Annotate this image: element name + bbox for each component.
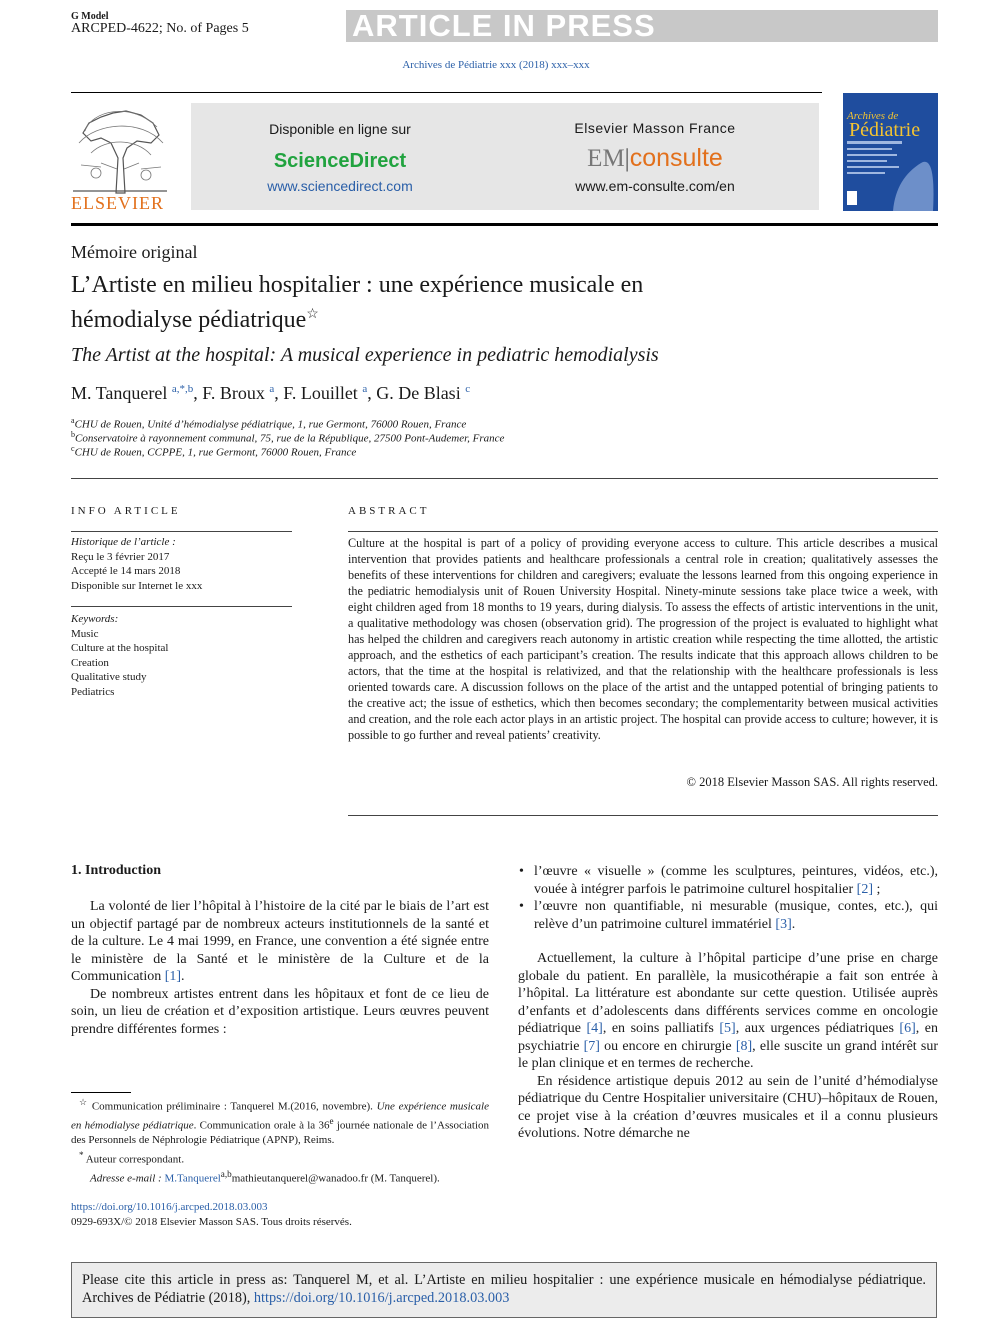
fn3-sup: a,b <box>220 1168 232 1179</box>
fn2-text: Auteur correspondant. <box>83 1153 185 1166</box>
em-consulte-logo <box>540 144 770 173</box>
affiliation-text: CHU de Rouen, CCPPE, 1, rue Germont, 76000 Rouen, France <box>74 446 357 459</box>
cover-title-small: Archives de <box>847 110 899 122</box>
affiliation-text: Conservatoire à rayonnement communal, 75, rue de la République, 27500 Pont-Audemer, France <box>75 432 505 445</box>
ref-7-link[interactable]: [7] <box>583 1038 600 1054</box>
keyword: Qualitative study <box>71 671 147 683</box>
body-paragraph: En résidence artistique depuis 2012 au sein de l’unité d’hémodialyse pédiatrique du Centre Hospitalier universitaire (CHU)–hôpitaux de Rouen, ce projet vise à la création d’œuvres musicales et il a connu plusieurs évolutions. Notre démarche ne <box>518 1073 938 1141</box>
list-item <box>518 898 938 933</box>
bullet-dot: • <box>519 864 524 879</box>
article-in-press-text: ARTICLE IN PRESS <box>352 8 656 43</box>
p3-text: , en psychiatrie <box>518 1021 938 1054</box>
abstract-text: Culture at the hospital is part of a policy of providing everyone access to culture. This article describes a musical intervention that provides patients and healthcare professionals a central role in creation; qualitatively assesses the benefits of these interventions for children and caregivers; evaluate the lessons learned from this ongoing experience in the pediatric hemodialysis unit of Rouen University Hospital. Ninety-minute sessions take place twice a week, with eight children aged from 18 months to 19 years, during dialysis. To assess the effects of artistic interventions in the unit, a qualitative methodology was chosen (observation grid). The progression of the project is evaluated to highlight what has helped the children and caregivers reach autonomy in artistic creation while respecting the time allotted, the artistic approach, and the esthetics of each participant’s creation. The results indicate that this approach allows children to be actors, that the time at the hospital is relativized, and that the relationship with the healthcare professionals is less oriented towards care. A discussion follows on the place of the artist and the untapped potential of bringing patients to the creative act; the issue of esthetics, which then becomes secondary; the complementarity between musical activities and creation, and the role each actor plays in an artistic project. The hospital can provide access to culture; however, it is possible to go further and reveal patients’ creativity. <box>348 536 938 742</box>
affiliation <box>71 430 504 445</box>
cover-title-big: Pédiatrie <box>849 119 921 141</box>
title-line-2-text: hémodialyse pédiatrique <box>71 307 307 333</box>
elsevier-wordmark: ELSEVIER <box>71 193 164 213</box>
article-ref: ARCPED-4622; No. of Pages 5 <box>71 21 249 36</box>
author-affil-sup[interactable]: c <box>465 383 471 395</box>
email-address: mathieutanquerel@wanadoo.fr (M. Tanquerel). <box>231 1172 440 1185</box>
info-rule <box>71 531 292 532</box>
article-subtitle: The Artist at the hospital: A musical experience in pediatric hemodialysis <box>71 344 659 366</box>
cite-box <box>71 1262 937 1318</box>
right-paragraphs <box>518 950 938 1143</box>
footnotes <box>71 1095 489 1186</box>
keyword: Music <box>71 627 99 640</box>
title-line-1: L’Artiste en milieu hospitalier : une expérience musicale en <box>71 272 644 298</box>
sciencedirect-logo: ScienceDirect <box>273 150 407 172</box>
g-model-label: G Model <box>71 11 109 22</box>
author-sep: , <box>193 383 203 403</box>
journal-line[interactable]: Archives de Pédiatrie xxx (2018) xxx–xxx <box>402 59 590 71</box>
keywords-label: Keywords: <box>71 613 119 625</box>
issn-line: 0929-693X/© 2018 Elsevier Masson SAS. Tous droits réservés. <box>71 1215 352 1228</box>
fn1-text-c: journée nationale de l’Association des Personnels de Néphrologie Pédiatrique (APNP), Reims. <box>71 1119 489 1147</box>
email-label: Adresse e-mail : <box>90 1172 162 1185</box>
author-list <box>71 383 470 404</box>
author-sep: , <box>274 383 284 403</box>
publisher-label: Elsevier Masson France <box>574 120 736 136</box>
ref-1-link[interactable]: [1] <box>164 969 182 984</box>
footnote-3 <box>71 1167 489 1186</box>
footnote-1 <box>71 1095 489 1148</box>
affiliation <box>71 444 356 459</box>
abstract-heading: ABSTRACT <box>348 505 430 517</box>
body-paragraph <box>518 950 938 1073</box>
affiliation-text: CHU de Rouen, Unité d’hémodialyse pédiatrique, 1, rue Germont, 76000 Rouen, France <box>74 418 467 431</box>
keyword: Culture at the hospital <box>71 642 169 654</box>
cite-text: Please cite this article in press as: Tanquerel M, et al. L’Artiste en milieu hospitalier : une expérience musicale en hémodialyse pédiatrique. Archives de Pédiatrie (2018), <box>82 1272 926 1306</box>
ref-3-link[interactable]: [3] <box>775 916 792 932</box>
body-paragraph <box>71 898 489 986</box>
ref-4-link[interactable]: [4] <box>586 1021 603 1036</box>
footnote-rule <box>71 1092 131 1093</box>
affiliation-sup: c <box>71 444 75 453</box>
header-rule <box>71 92 822 93</box>
affiliation-sup: a <box>71 416 75 425</box>
body-left-column <box>71 898 489 1038</box>
history-item: Disponible sur Internet le xxx <box>71 579 203 592</box>
author-affil-sup[interactable]: a <box>362 383 368 395</box>
history-block <box>71 535 202 593</box>
p1-text: La volonté de lier l’hôpital à l’histoire de la cité par le biais de l’art est un objectif partagé par de nombreux acteurs institutionnels de la santé et de la culture. Le 4 mai 1999, en France, une convention a été signée entre le ministère de la Santé et le ministère de la Culture et de la Communication <box>71 899 489 984</box>
body-paragraph: De nombreux artistes entrent dans les hôpitaux et font de ce lieu de soin, un lieu de création et d’exposition artistique. Leurs œuvres peuvent prendre différentes formes : <box>71 986 489 1037</box>
footnote-2 <box>71 1148 489 1167</box>
bullet-text: l’œuvre « visuelle » (comme les sculptures, peintures, vidéos, etc.), vouée à intégrer parfois le patrimoine culturel hospitalier <box>534 864 938 897</box>
em-consulte-link[interactable]: www.em-consulte.com/en <box>575 178 735 194</box>
sciencedirect-link[interactable]: www.sciencedirect.com <box>267 178 413 194</box>
keywords-block <box>71 612 168 699</box>
bullet-dot: • <box>519 899 524 914</box>
p3-text: ou encore en chirurgie <box>599 1038 736 1054</box>
author-name: M. Tanquerel <box>71 383 168 403</box>
keyword: Creation <box>71 656 109 669</box>
ref-5-link[interactable]: [5] <box>719 1021 736 1036</box>
em-consulte-logo-consulte: consulte <box>629 144 723 172</box>
introduction-heading: 1. Introduction <box>71 863 161 878</box>
author-affil-sup[interactable]: a,*,b <box>171 383 194 395</box>
abstract-copyright: © 2018 Elsevier Masson SAS. All rights reserved. <box>686 775 938 789</box>
ref-8-link[interactable]: [8] <box>735 1038 753 1054</box>
body-right-column <box>518 863 938 1143</box>
title-footnote-star[interactable]: ☆ <box>306 307 319 322</box>
ref-2-link[interactable]: [2] <box>856 881 873 897</box>
bullet-end: . <box>791 916 796 932</box>
title-line-2 <box>71 300 831 335</box>
abstract-rule <box>348 531 938 532</box>
p1-end: . <box>181 969 185 984</box>
info-top-rule <box>71 478 938 479</box>
doi-link[interactable]: https://doi.org/10.1016/j.arcped.2018.03.003 <box>71 1201 268 1213</box>
p3-text: , elle suscite un grand intérêt sur le plan clinique et en termes de recherche. <box>518 1038 939 1071</box>
article-in-press-banner <box>346 10 938 42</box>
fn1-italic: Une expérience musicale en hémodialyse pédiatrique <box>71 1100 489 1132</box>
available-online-label: Disponible en ligne sur <box>269 121 411 137</box>
bullet-text: l’œuvre non quantifiable, ni mesurable (musique, contes, etc.), qui relève d’un patrimoine culturel immatériel <box>534 899 938 932</box>
keyword: Pediatrics <box>71 685 115 698</box>
history-item: Accepté le 14 mars 2018 <box>71 565 181 577</box>
affiliation <box>71 416 466 431</box>
abstract-bottom-rule <box>348 815 938 816</box>
fn1-text-b: . Communication orale à la 36 <box>193 1119 330 1132</box>
info-rule <box>71 606 292 607</box>
fn1-star: ☆ <box>79 1097 89 1107</box>
info-article-heading: INFO ARTICLE <box>71 505 181 517</box>
history-label: Historique de l’article : <box>71 536 176 548</box>
em-consulte-logo-em: EM <box>587 145 625 172</box>
p3-text: , en soins palliatifs <box>602 1021 720 1036</box>
doi-block <box>71 1200 352 1229</box>
author-affil-sup[interactable]: a <box>269 383 275 395</box>
article-title <box>71 271 831 335</box>
author-name: F. Broux <box>202 383 265 403</box>
cite-doi-link[interactable]: https://doi.org/10.1016/j.arcped.2018.03.003 <box>253 1290 510 1306</box>
fn2-star: * <box>79 1149 84 1160</box>
history-item: Reçu le 3 février 2017 <box>71 550 170 563</box>
author-name: F. Louillet <box>283 383 358 403</box>
fn1-sup: e <box>329 1116 334 1127</box>
list-item <box>518 863 938 898</box>
fn1-text-a: Communication préliminaire : Tanquerel M.(2016, novembre). <box>88 1100 377 1113</box>
author-sep: , <box>367 383 377 403</box>
header-thick-rule <box>71 223 938 226</box>
ref-6-link[interactable]: [6] <box>899 1021 916 1036</box>
elsevier-tree-logo <box>71 103 169 195</box>
em-consulte-logo-separator: | <box>624 145 630 172</box>
p3-text: Actuellement, la culture à l’hôpital participe d’une prise en charge globale du patient. En parallèle, la musicothérapie a fait son entrée à l’hôpital. La littérature est abondante sur cette question. Utilisée auprès d’enfants et d’adolescents dans différents services comme en oncologie pédiatrique <box>518 951 938 1036</box>
author-email-link[interactable]: M.Tanquerel <box>164 1172 221 1185</box>
p3-text: , aux urgences pédiatriques <box>735 1021 900 1036</box>
article-kind: Mémoire original <box>71 242 198 262</box>
author-name: G. De Blasi <box>376 383 461 403</box>
bullet-end: ; <box>872 881 881 897</box>
affiliation-sup: b <box>71 430 75 439</box>
